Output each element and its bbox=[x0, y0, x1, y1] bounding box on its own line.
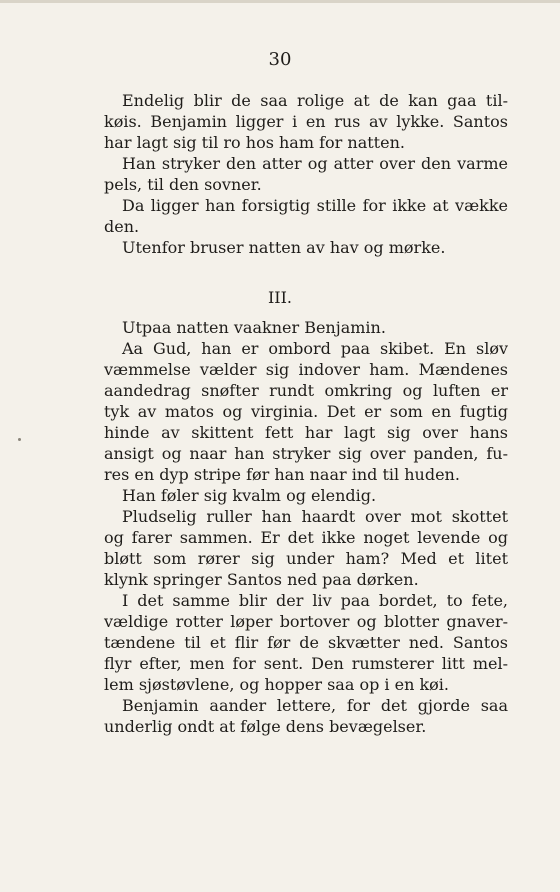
paragraph-block-1 bbox=[104, 90, 508, 258]
text-line: pels, til den sovner. bbox=[104, 175, 262, 194]
text-line: hinde av skittent fett har lagt sig over hans bbox=[104, 423, 508, 442]
text-line: lem sjøstøvlene, og hopper saa op i en køi. bbox=[104, 675, 450, 694]
text-line: vældige rotter løper bortover og blotter gnaver- bbox=[104, 612, 508, 631]
text-line: tændene til et flir før de skvætter ned. Santos bbox=[104, 633, 508, 652]
text-line: tyk av matos og virginia. Det er som en fugtig bbox=[104, 402, 508, 421]
text-line: Endelig blir de saa rolige at de kan gaa til- bbox=[122, 91, 508, 110]
text-line: Da ligger han forsigtig stille for ikke at vække bbox=[122, 196, 508, 215]
text-line: Han føler sig kvalm og elendig. bbox=[122, 486, 377, 505]
text-line: køis. Benjamin ligger i en rus av lykke. Santos bbox=[104, 112, 508, 131]
text-line: klynk springer Santos ned paa dørken. bbox=[104, 570, 419, 589]
page-number: 30 bbox=[268, 49, 292, 70]
text-line: Han stryker den atter og atter over den varme bbox=[122, 154, 508, 173]
text-line: Utenfor bruser natten av hav og mørke. bbox=[122, 238, 446, 257]
text-line: Benjamin aander lettere, for det gjorde saa bbox=[122, 696, 508, 715]
paragraph-block-2 bbox=[104, 317, 508, 737]
text-line: res en dyp stripe før han naar ind til huden. bbox=[104, 465, 460, 484]
text-line: væmmelse vælder sig indover ham. Mændenes bbox=[104, 360, 508, 379]
text-line: ansigt og naar han stryker sig over panden, fu- bbox=[104, 444, 508, 463]
text-line: aandedrag snøfter rundt omkring og luften er bbox=[104, 381, 508, 400]
text-line: og farer sammen. Er det ikke noget levende og bbox=[104, 528, 508, 547]
text-line: den. bbox=[104, 217, 140, 236]
chapter-heading: III. bbox=[267, 288, 293, 307]
text-line: har lagt sig til ro hos ham for natten. bbox=[104, 133, 405, 152]
text-line: Aa Gud, han er ombord paa skibet. En sløv bbox=[122, 339, 508, 358]
text-line: underlig ondt at følge dens bevægelser. bbox=[104, 717, 427, 736]
text-line: I det samme blir der liv paa bordet, to fete, bbox=[122, 591, 508, 610]
text-line: Utpaa natten vaakner Benjamin. bbox=[122, 318, 386, 337]
paper-speck bbox=[18, 438, 21, 441]
page-top-edge bbox=[0, 0, 560, 3]
text-line: Pludselig ruller han haardt over mot skottet bbox=[122, 507, 508, 526]
text-line: bløtt som rører sig under ham? Med et litet bbox=[104, 549, 508, 568]
text-line: flyr efter, men for sent. Den rumsterer litt mel- bbox=[104, 654, 508, 673]
